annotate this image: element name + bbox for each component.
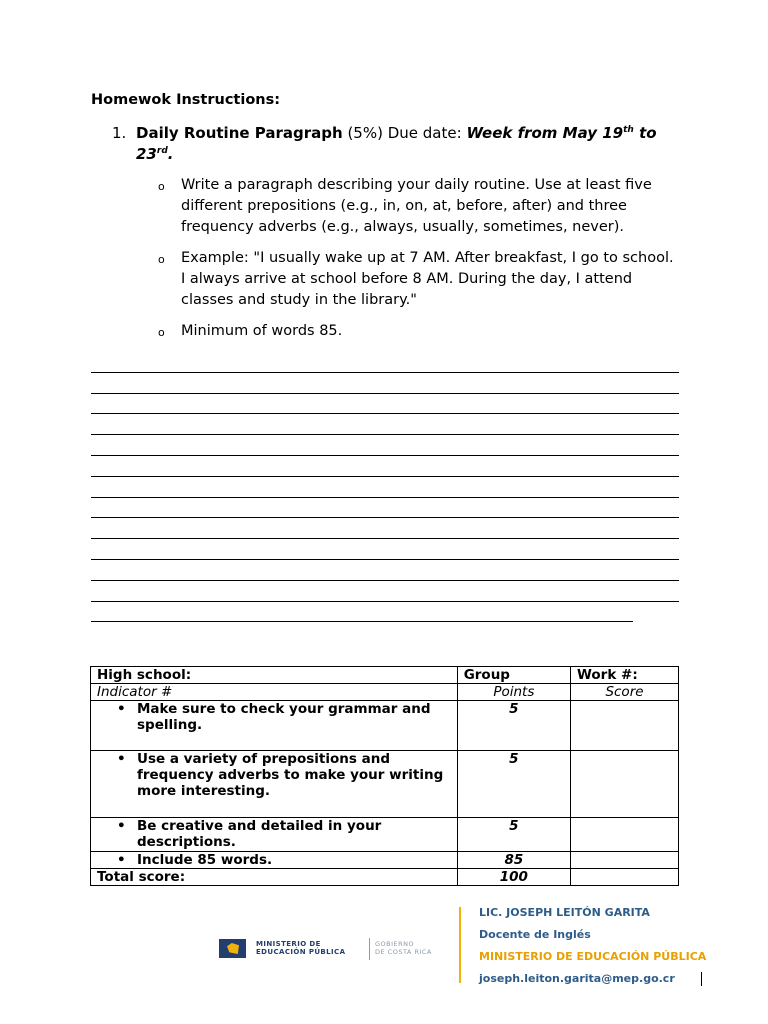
indicator-header: Indicator # xyxy=(91,684,458,701)
due-date: Week from May 19th to 23rd. xyxy=(136,124,657,163)
logo-government-text: GOBIERNO DE COSTA RICA xyxy=(375,940,432,956)
table-row xyxy=(91,701,679,751)
points-header: Points xyxy=(457,684,570,701)
criterion-cell: • Be creative and detailed in your descriptions. xyxy=(91,818,458,852)
teacher-role: Docente de Inglés xyxy=(479,928,591,941)
answer-line[interactable] xyxy=(91,414,679,435)
instruction-item xyxy=(158,321,678,342)
teacher-name: LIC. JOSEPH LEITÓN GARITA xyxy=(479,906,650,919)
costa-rica-map-icon xyxy=(219,939,246,958)
task-number: 1. xyxy=(112,124,127,142)
answer-line[interactable] xyxy=(91,394,679,415)
answer-line[interactable] xyxy=(91,539,679,560)
table-row xyxy=(91,751,679,818)
teacher-email[interactable]: joseph.leiton.garita@mep.go.cr xyxy=(479,972,675,985)
bullet-marker: o xyxy=(158,180,165,193)
instruction-item xyxy=(158,175,678,238)
answer-line[interactable] xyxy=(91,498,679,519)
answer-line[interactable] xyxy=(91,518,679,539)
answer-line[interactable] xyxy=(91,560,679,581)
instruction-item xyxy=(158,248,678,311)
ministry-name: MINISTERIO DE EDUCACIÓN PÚBLICA xyxy=(479,950,707,963)
criterion-cell: • Make sure to check your grammar and spelling. xyxy=(91,701,458,751)
answer-line[interactable] xyxy=(91,602,633,623)
rubric-subheader-row xyxy=(91,684,679,701)
answer-line[interactable] xyxy=(91,477,679,498)
bullet-marker: o xyxy=(158,326,165,339)
points-cell: 5 xyxy=(457,751,570,818)
instruction-list xyxy=(158,175,678,352)
answer-line[interactable] xyxy=(91,373,679,394)
score-cell[interactable] xyxy=(571,701,679,751)
criterion-cell: • Include 85 words. xyxy=(91,852,458,869)
table-row xyxy=(91,818,679,852)
logo-ministry-text: MINISTERIO DE EDUCACIÓN PÚBLICA xyxy=(256,940,346,956)
signature-divider xyxy=(459,907,461,983)
text-cursor xyxy=(701,972,702,986)
points-cell: 5 xyxy=(457,701,570,751)
task-item xyxy=(112,123,672,165)
total-label: Total score: xyxy=(91,869,458,886)
total-score-cell[interactable] xyxy=(571,869,679,886)
score-cell[interactable] xyxy=(571,818,679,852)
points-cell: 85 xyxy=(457,852,570,869)
rubric-header-row xyxy=(91,667,679,684)
total-points: 100 xyxy=(457,869,570,886)
answer-line[interactable] xyxy=(91,352,679,373)
high-school-label: High school: xyxy=(91,667,458,684)
task-weight: (5%) Due date: xyxy=(342,124,467,142)
points-cell: 5 xyxy=(457,818,570,852)
answer-line[interactable] xyxy=(91,435,679,456)
logo-divider xyxy=(369,938,370,960)
task-text xyxy=(136,123,672,165)
rubric-table xyxy=(90,666,679,886)
answer-line[interactable] xyxy=(91,456,679,477)
answer-line[interactable] xyxy=(91,581,679,602)
instruction-text: Minimum of words 85. xyxy=(181,323,343,339)
table-row xyxy=(91,852,679,869)
instruction-text: Write a paragraph describing your daily routine. Use at least five different prepositions (e.g., in, on, at, before, after) and three frequency adverbs (e.g., always, usually, sometimes, never). xyxy=(181,177,652,235)
work-number-label: Work #: xyxy=(571,667,679,684)
homework-title: Homewok Instructions: xyxy=(91,92,281,108)
bullet-marker: o xyxy=(158,253,165,266)
answer-lines xyxy=(91,352,679,622)
criterion-cell: • Use a variety of prepositions and frequency adverbs to make your writing more interesting. xyxy=(91,751,458,818)
task-name: Daily Routine Paragraph xyxy=(136,124,343,142)
group-label: Group xyxy=(457,667,570,684)
instruction-text: Example: "I usually wake up at 7 AM. After breakfast, I go to school. I always arrive at school before 8 AM. During the day, I attend classes and study in the library." xyxy=(181,250,674,308)
total-row xyxy=(91,869,679,886)
score-cell[interactable] xyxy=(571,852,679,869)
score-header: Score xyxy=(571,684,679,701)
ministry-logo xyxy=(219,937,447,961)
score-cell[interactable] xyxy=(571,751,679,818)
